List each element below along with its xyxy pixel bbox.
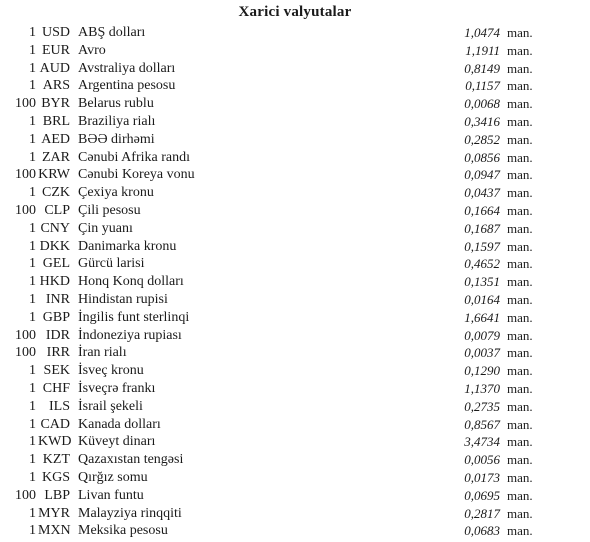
currency-code: CHF <box>42 380 70 396</box>
currency-row <box>0 380 590 398</box>
currency-units: 1 <box>29 256 36 272</box>
exchange-rate: 0,0437 <box>464 185 500 201</box>
exchange-rate: 1,6641 <box>464 309 500 325</box>
currency-row <box>0 505 590 523</box>
currency-row <box>0 309 590 327</box>
currency-code: SEK <box>43 363 70 379</box>
currency-code: ILS <box>49 398 70 414</box>
exchange-rate: 0,2852 <box>464 131 500 147</box>
currency-row <box>0 113 590 131</box>
currency-units: 1 <box>29 113 36 129</box>
currency-units: 100 <box>15 487 36 503</box>
currency-row <box>0 273 590 291</box>
currency-code: DKK <box>39 238 70 254</box>
exchange-rate: 0,0056 <box>464 452 500 468</box>
currency-row <box>0 131 590 149</box>
currency-name: İsveç kronu <box>78 363 144 379</box>
currency-name: Gürcü larisi <box>78 256 145 272</box>
exchange-rate: 0,0079 <box>464 327 500 343</box>
currency-row <box>0 184 590 202</box>
currency-code: CZK <box>42 185 70 201</box>
currency-units: 100 <box>15 96 36 112</box>
currency-code: CAD <box>40 416 70 432</box>
unit-label: man. <box>507 96 533 112</box>
exchange-rate: 0,0947 <box>464 167 500 183</box>
exchange-rate: 0,2817 <box>464 505 500 521</box>
unit-label: man. <box>507 309 533 325</box>
currency-name: Braziliya rialı <box>78 113 156 129</box>
currency-row <box>0 451 590 469</box>
unit-label: man. <box>507 380 533 396</box>
unit-label: man. <box>507 274 533 290</box>
currency-name: İran rialı <box>78 345 127 361</box>
unit-label: man. <box>507 78 533 94</box>
currency-code: KGS <box>41 469 70 485</box>
currency-row <box>0 24 590 42</box>
currency-name: İsrail şekeli <box>78 398 143 414</box>
unit-label: man. <box>507 238 533 254</box>
exchange-rate: 0,4652 <box>464 256 500 272</box>
unit-label: man. <box>507 113 533 129</box>
currency-name: Çin yuanı <box>78 220 133 236</box>
currency-row <box>0 77 590 95</box>
currency-code: AUD <box>39 60 70 76</box>
exchange-rate: 0,0164 <box>464 291 500 307</box>
currency-units: 1 <box>29 60 36 76</box>
currency-units: 1 <box>29 291 36 307</box>
currency-row <box>0 344 590 362</box>
currency-name: Çili pesosu <box>78 202 141 218</box>
currency-code: BRL <box>42 113 70 129</box>
currency-units: 100 <box>15 167 36 183</box>
unit-label: man. <box>507 416 533 432</box>
currency-code: HKD <box>39 274 70 290</box>
currency-row <box>0 291 590 309</box>
currency-name: Kanada dolları <box>78 416 161 432</box>
currency-code: MXN <box>38 523 71 539</box>
exchange-rate: 0,1157 <box>465 78 500 94</box>
currency-name: İngilis funt sterlinqi <box>78 309 190 325</box>
exchange-rate: 0,8567 <box>464 416 500 432</box>
currency-units: 1 <box>29 185 36 201</box>
currency-row <box>0 95 590 113</box>
unit-label: man. <box>507 469 533 485</box>
unit-label: man. <box>507 452 533 468</box>
currency-name: İsveçrə frankı <box>78 380 156 396</box>
currency-name: Avstraliya dolları <box>78 60 176 76</box>
currency-row <box>0 60 590 78</box>
currency-row <box>0 220 590 238</box>
exchange-rate: 0,8149 <box>464 60 500 76</box>
currency-name: Belarus rublu <box>78 96 154 112</box>
currency-code: BYR <box>41 96 70 112</box>
currency-code: IRR <box>46 345 70 361</box>
currency-row <box>0 398 590 416</box>
exchange-rate: 0,0683 <box>464 523 500 539</box>
currency-name: BƏƏ dirhəmi <box>78 131 155 147</box>
unit-label: man. <box>507 60 533 76</box>
page-title: Xarici valyutalar <box>238 4 352 20</box>
currency-units: 1 <box>29 380 36 396</box>
currency-name: İndoneziya rupiası <box>78 327 182 343</box>
unit-label: man. <box>507 220 533 236</box>
currency-name: Küveyt dinarı <box>78 434 156 450</box>
currency-row <box>0 238 590 256</box>
unit-label: man. <box>507 398 533 414</box>
currency-row <box>0 469 590 487</box>
exchange-rate: 0,0037 <box>464 345 500 361</box>
currency-name: ABŞ dolları <box>78 25 146 40</box>
currency-units: 1 <box>29 452 36 468</box>
unit-label: man. <box>507 363 533 379</box>
currency-code: IDR <box>45 327 70 343</box>
currency-row <box>0 362 590 380</box>
exchange-rate: 1,1370 <box>464 380 500 396</box>
currency-name: Honq Konq dolları <box>78 274 184 290</box>
currency-code: ZAR <box>42 149 70 165</box>
currency-code: KZT <box>42 452 70 468</box>
currency-units: 1 <box>29 505 36 521</box>
unit-label: man. <box>507 434 533 450</box>
exchange-rate: 0,0856 <box>464 149 500 165</box>
currency-units: 1 <box>29 42 36 58</box>
currency-name: Malayziya rinqqiti <box>78 505 182 521</box>
unit-label: man. <box>507 487 533 503</box>
exchange-rate: 0,2735 <box>464 398 500 414</box>
exchange-rate: 0,1664 <box>464 202 500 218</box>
currency-name: Meksika pesosu <box>78 523 168 539</box>
exchange-rate: 0,1597 <box>464 238 500 254</box>
currency-name: Cənubi Afrika randı <box>78 149 190 165</box>
currency-name: Hindistan rupisi <box>78 291 168 307</box>
unit-label: man. <box>507 185 533 201</box>
currency-row <box>0 166 590 184</box>
currency-units: 1 <box>29 416 36 432</box>
currency-units: 1 <box>29 25 36 40</box>
currency-code: ARS <box>42 78 70 94</box>
currency-units: 100 <box>15 327 36 343</box>
currency-name: Avro <box>78 42 106 58</box>
unit-label: man. <box>507 131 533 147</box>
exchange-rate: 0,1351 <box>464 274 500 290</box>
currency-units: 1 <box>29 434 36 450</box>
unit-label: man. <box>507 523 533 539</box>
currency-units: 1 <box>29 131 36 147</box>
currency-name: Argentina pesosu <box>78 78 176 94</box>
unit-label: man. <box>507 42 533 58</box>
currency-units: 1 <box>29 363 36 379</box>
exchange-rate: 0,0695 <box>464 487 500 503</box>
currency-code: EUR <box>42 42 70 58</box>
currency-row <box>0 42 590 60</box>
currency-name: Çexiya kronu <box>78 185 154 201</box>
currency-code: MYR <box>38 505 70 521</box>
currency-row <box>0 433 590 451</box>
currency-rate-list <box>0 24 590 540</box>
currency-units: 1 <box>29 469 36 485</box>
currency-name: Livan funtu <box>78 487 144 503</box>
unit-label: man. <box>507 291 533 307</box>
currency-code: INR <box>45 291 70 307</box>
unit-label: man. <box>507 149 533 165</box>
currency-code: LBP <box>44 487 70 503</box>
currency-units: 1 <box>29 523 36 539</box>
exchange-rate: 0,1290 <box>464 363 500 379</box>
unit-label: man. <box>507 25 533 40</box>
currency-units: 1 <box>29 149 36 165</box>
currency-code: KWD <box>38 434 72 450</box>
currency-units: 1 <box>29 220 36 236</box>
unit-label: man. <box>507 202 533 218</box>
exchange-rate: 0,0173 <box>464 469 500 485</box>
currency-name: Qazaxıstan tengəsi <box>78 452 184 468</box>
currency-code: AED <box>41 131 70 147</box>
currency-code: KRW <box>38 167 70 183</box>
exchange-rate: 1,1911 <box>465 42 500 58</box>
currency-row <box>0 327 590 345</box>
exchange-rate: 0,3416 <box>464 113 500 129</box>
currency-row <box>0 416 590 434</box>
unit-label: man. <box>507 256 533 272</box>
currency-row <box>0 255 590 273</box>
exchange-rate: 1,0474 <box>464 25 500 40</box>
currency-code: CNY <box>40 220 70 236</box>
currency-row <box>0 202 590 220</box>
currency-units: 1 <box>29 78 36 94</box>
currency-units: 1 <box>29 398 36 414</box>
exchange-rate: 0,0068 <box>464 96 500 112</box>
currency-row <box>0 149 590 167</box>
unit-label: man. <box>507 345 533 361</box>
currency-units: 1 <box>29 238 36 254</box>
currency-units: 100 <box>15 202 36 218</box>
currency-row <box>0 487 590 505</box>
unit-label: man. <box>507 505 533 521</box>
currency-code: USD <box>41 25 70 40</box>
currency-units: 1 <box>29 274 36 290</box>
currency-name: Qırğız somu <box>78 469 148 485</box>
currency-name: Cənubi Koreya vonu <box>78 167 195 183</box>
currency-units: 1 <box>29 309 36 325</box>
currency-code: GBP <box>42 309 70 325</box>
currency-units: 100 <box>15 345 36 361</box>
currency-code: CLP <box>44 202 70 218</box>
currency-row <box>0 522 590 540</box>
unit-label: man. <box>507 327 533 343</box>
currency-name: Danimarka kronu <box>78 238 177 254</box>
unit-label: man. <box>507 167 533 183</box>
exchange-rate: 3,4734 <box>464 434 500 450</box>
exchange-rate: 0,1687 <box>464 220 500 236</box>
currency-code: GEL <box>42 256 70 272</box>
